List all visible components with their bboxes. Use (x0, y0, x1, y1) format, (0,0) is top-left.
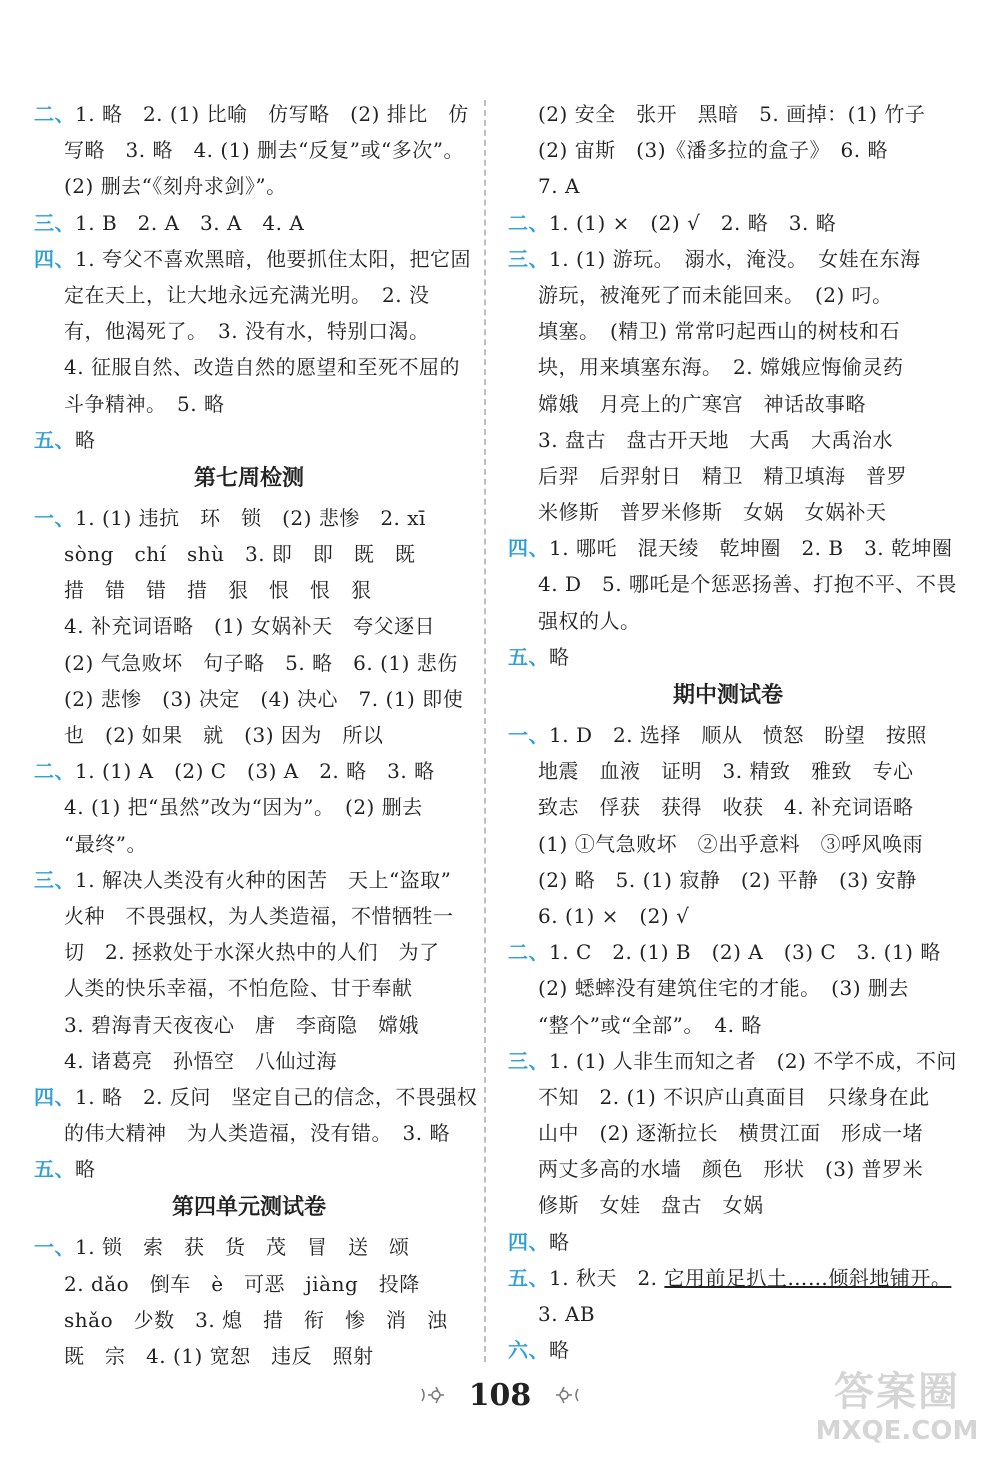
answer-line (508, 530, 953, 566)
section-marker: 五、 (508, 1265, 549, 1290)
answer-text: 略 (549, 1229, 570, 1254)
answer-text: 不知 2. (1) 不识庐山真面目 只缘身在此 (538, 1084, 930, 1109)
answer-line (34, 96, 469, 132)
flower-ornament-icon (550, 1380, 584, 1415)
answer-line (34, 313, 464, 349)
section-marker: 二、 (508, 940, 549, 965)
section-heading: 第七周检测 (193, 465, 304, 491)
answer-text: (2) 蟋蟀没有建筑住宅的才能。 (3) 删去 (538, 976, 909, 1001)
answer-line (508, 132, 948, 168)
answer-text: 4. 征服自然、改造自然的愿望和至死不屈的 (64, 355, 460, 380)
answer-text: 4. D 5. 哪吒是个惩恶扬善、打抱不平、不畏 (538, 572, 957, 597)
answer-line (34, 1079, 478, 1115)
answer-line (34, 608, 464, 644)
answer-line (34, 898, 464, 934)
answer-text: 火种 不畏强权，为人类造福，不惜牺牲一 (64, 903, 454, 928)
answer-line (508, 603, 948, 639)
section-marker: 五、 (508, 644, 549, 669)
answer-line (34, 132, 464, 168)
answer-text: 强权的人。 (538, 608, 641, 633)
answer-text: 两丈多高的水墙 颜色 形状 (3) 普罗米 (538, 1157, 924, 1182)
answer-text: 1. 秋天 2. (549, 1265, 665, 1290)
answer-line (34, 349, 464, 385)
section-marker: 一、 (34, 1235, 75, 1260)
answer-text: 写略 3. 略 4. (1) 删去“反复”或“多次”。 (64, 138, 464, 163)
section-marker: 一、 (34, 505, 75, 530)
section-marker: 三、 (34, 210, 75, 235)
answer-line (34, 1043, 464, 1079)
section-marker: 四、 (34, 1084, 75, 1109)
answer-line (508, 168, 948, 204)
answer-line (508, 96, 948, 132)
answer-line (34, 970, 464, 1006)
answer-line (508, 1007, 948, 1043)
answer-text: 1. (1) 游玩。 溺水，淹没。 女娃在东海 (549, 246, 921, 271)
answer-text: 山中 (2) 逐渐拉长 横贯江面 形成一堵 (538, 1121, 924, 1146)
answer-text: shǎo 少数 3. 熄 措 衔 惨 消 浊 (64, 1307, 448, 1332)
section-marker: 四、 (508, 1229, 549, 1254)
answer-line (508, 1079, 948, 1115)
answer-line (34, 934, 464, 970)
answer-line (508, 1332, 948, 1368)
answer-line (34, 277, 464, 313)
answer-line (34, 386, 464, 422)
flower-ornament-icon (416, 1380, 450, 1415)
answer-text: 1. 锁 索 获 货 茂 冒 送 颂 (75, 1235, 410, 1260)
answer-text: 略 (75, 1157, 96, 1182)
answer-text: 措 错 错 措 狠 恨 恨 狠 (64, 578, 372, 603)
section-marker: 二、 (34, 759, 75, 784)
answer-text: 3. 碧海青天夜夜心 唐 李商隐 嫦娥 (64, 1012, 419, 1037)
answer-line (508, 934, 948, 970)
answer-text: “最终”。 (64, 831, 147, 856)
answer-text: (2) 悲惨 (3) 决定 (4) 决心 7. (1) 即使 (64, 686, 464, 711)
answer-text: 略 (75, 427, 96, 452)
answer-text: 游玩，被淹死了而未能回来。 (2) 叼。 (538, 282, 893, 307)
answer-line (34, 681, 464, 717)
answer-text: 1. 夸父不喜欢黑暗，他要抓住太阳，把它固 (75, 246, 471, 271)
section-marker: 二、 (508, 210, 549, 235)
answer-text: (2) 删去“《刻舟求剑》”。 (64, 174, 287, 199)
answer-line (508, 494, 948, 530)
answer-line (508, 1260, 952, 1296)
answer-line (34, 1229, 464, 1265)
right-column (508, 96, 957, 1368)
answer-text: 块，用来填塞东海。 2. 嫦娥应悔偷灵药 (538, 355, 904, 380)
answer-text: 的伟大精神 为人类造福，没有错。 3. 略 (64, 1121, 450, 1146)
section-marker: 二、 (34, 102, 75, 126)
answer-text: (2) 宙斯 (3)《潘多拉的盒子》 6. 略 (538, 138, 888, 163)
answer-line (508, 639, 948, 675)
answer-text: 6. (1) × (2) √ (538, 903, 690, 928)
answer-line (508, 241, 948, 277)
answer-line (508, 386, 948, 422)
answer-text: “整个”或“全部”。 4. 略 (538, 1012, 762, 1037)
answer-line (508, 1043, 957, 1079)
answer-text: 1. C 2. (1) B (2) A (3) C 3. (1) 略 (549, 940, 941, 965)
answer-line (34, 1115, 464, 1151)
answer-line (34, 1151, 464, 1187)
answer-line (508, 1151, 948, 1187)
answer-text: 1. B 2. A 3. A 4. A (75, 210, 305, 235)
answer-line (508, 970, 948, 1006)
answer-text: 4. (1) 把“虽然”改为“因为”。 (2) 删去 (64, 795, 423, 820)
answer-line (508, 566, 957, 602)
answer-line (34, 1338, 464, 1374)
answer-line (508, 205, 948, 241)
section-marker: 五、 (34, 1157, 75, 1182)
answer-line (508, 349, 948, 385)
section-marker: 六、 (508, 1338, 549, 1363)
answer-line (508, 717, 948, 753)
answer-text: 填塞。 (精卫) 常常叼起西山的树枝和石 (538, 319, 900, 344)
answer-line (508, 313, 948, 349)
answer-line (508, 1187, 948, 1223)
answer-line (34, 645, 464, 681)
answer-text: 1. (1) 人非生而知之者 (2) 不学不成，不问 (549, 1048, 957, 1073)
answer-text: 1. 解决人类没有火种的困苦 天上“盗取” (75, 867, 452, 892)
answer-line (34, 168, 464, 204)
answer-line (34, 789, 464, 825)
answer-text: 也 (2) 如果 就 (3) 因为 所以 (64, 723, 384, 747)
answer-text: 定在天上，让大地永远充满光明。 2. 没 (64, 282, 430, 307)
answer-text: 1. (1) × (2) √ 2. 略 3. 略 (549, 210, 837, 235)
section-marker: 三、 (508, 1048, 549, 1073)
section-heading: 第四单元测试卷 (171, 1195, 326, 1221)
section-marker: 一、 (508, 723, 549, 747)
answer-line (508, 789, 948, 825)
answer-text: 斗争精神。 5. 略 (64, 391, 225, 416)
answer-text: 切 2. 拯救处于水深火热中的人们 为了 (64, 940, 440, 965)
section-marker: 三、 (34, 867, 75, 892)
answer-text: 1. 略 2. (1) 比喻 仿写略 (2) 排比 仿 (75, 102, 469, 126)
underlined-answer: 它用前足扒土……倾斜地铺开。 (664, 1265, 952, 1290)
section-heading: 期中测试卷 (672, 683, 783, 708)
answer-text: 地震 血液 证明 3. 精致 雅致 专心 (538, 759, 914, 784)
answer-line (508, 277, 948, 313)
answer-text: 1. (1) A (2) C (3) A 2. 略 3. 略 (75, 759, 435, 784)
watermark-url: MXQE.COM (815, 1416, 979, 1446)
answer-line (34, 1266, 464, 1302)
answer-text: (2) 略 5. (1) 寂静 (2) 平静 (3) 安静 (538, 867, 917, 892)
section-marker: 四、 (508, 536, 549, 561)
page-number: 108 (468, 1378, 532, 1413)
answer-line (508, 826, 948, 862)
answer-text: 后羿 后羿射日 精卫 精卫填海 普罗 (538, 463, 907, 488)
answer-text: sòng chí shù 3. 即 即 既 既 (64, 542, 416, 567)
section-marker: 四、 (34, 246, 75, 271)
answer-line (508, 862, 948, 898)
answer-line (34, 1007, 464, 1043)
answer-text: 1. D 2. 选择 顺从 愤怒 盼望 按照 (549, 723, 927, 747)
answer-text: 略 (549, 1338, 570, 1363)
section-marker: 三、 (508, 246, 549, 271)
answer-text: (1) ①气急败坏 ②出乎意料 ③呼风唤雨 (538, 831, 924, 856)
answer-text: 2. dǎo 倒车 è 可恶 jiàng 投降 (64, 1271, 420, 1296)
answer-line (34, 753, 464, 789)
answer-line (508, 1296, 948, 1332)
answer-text: 既 宗 4. (1) 宽恕 违反 照射 (64, 1344, 374, 1368)
answer-line (508, 898, 948, 934)
answer-text: 3. AB (538, 1302, 596, 1326)
answer-text: 4. 补充词语略 (1) 女娲补天 夸父逐日 (64, 614, 436, 639)
answer-line (34, 536, 464, 572)
answer-line (34, 422, 464, 458)
answer-text: 3. 盘古 盘古开天地 大禹 大禹治水 (538, 427, 893, 452)
answer-line (34, 1302, 464, 1338)
answer-line (34, 826, 464, 862)
answer-text: 嫦娥 月亮上的广寒宫 神话故事略 (538, 391, 866, 416)
answer-line (508, 753, 948, 789)
answer-text: 1. 略 2. 反问 坚定自己的信念，不畏强权 (75, 1084, 478, 1109)
answer-line (508, 458, 948, 494)
answer-line (34, 572, 464, 608)
answer-line (34, 241, 471, 277)
answer-line (508, 422, 948, 458)
column-divider (484, 100, 486, 1362)
answer-line (34, 717, 464, 753)
answer-text: (2) 安全 张开 黑暗 5. 画掉：(1) 竹子 (538, 102, 926, 126)
answer-text: 7. A (538, 174, 580, 199)
answer-line (34, 862, 464, 898)
answer-text: (2) 气急败坏 句子略 5. 略 6. (1) 悲伤 (64, 650, 458, 675)
section-marker: 五、 (34, 427, 75, 452)
watermark-logo (812, 1368, 982, 1454)
answer-text: 致志 俘获 获得 收获 4. 补充词语略 (538, 795, 914, 820)
answer-text: 修斯 女娃 盘古 女娲 (538, 1193, 764, 1218)
answer-line (508, 1224, 948, 1260)
answer-text: 米修斯 普罗米修斯 女娲 女娲补天 (538, 500, 887, 525)
answer-text: 4. 诸葛亮 孙悟空 八仙过海 (64, 1048, 337, 1073)
answer-line (34, 500, 464, 536)
watermark-title: 答案圈 (834, 1369, 960, 1415)
left-column (34, 96, 478, 1374)
answer-text: 有，他渴死了。 3. 没有水，特别口渴。 (64, 319, 430, 344)
answer-text: 1. 哪吒 混天绫 乾坤圈 2. B 3. 乾坤圈 (549, 536, 953, 561)
answer-text: 人类的快乐幸福，不怕危险、甘于奉献 (64, 976, 413, 1001)
answer-text: 略 (549, 644, 570, 669)
answer-text: 1. (1) 违抗 环 锁 (2) 悲惨 2. xī (75, 505, 426, 530)
answer-line (34, 205, 464, 241)
answer-line (508, 1115, 948, 1151)
